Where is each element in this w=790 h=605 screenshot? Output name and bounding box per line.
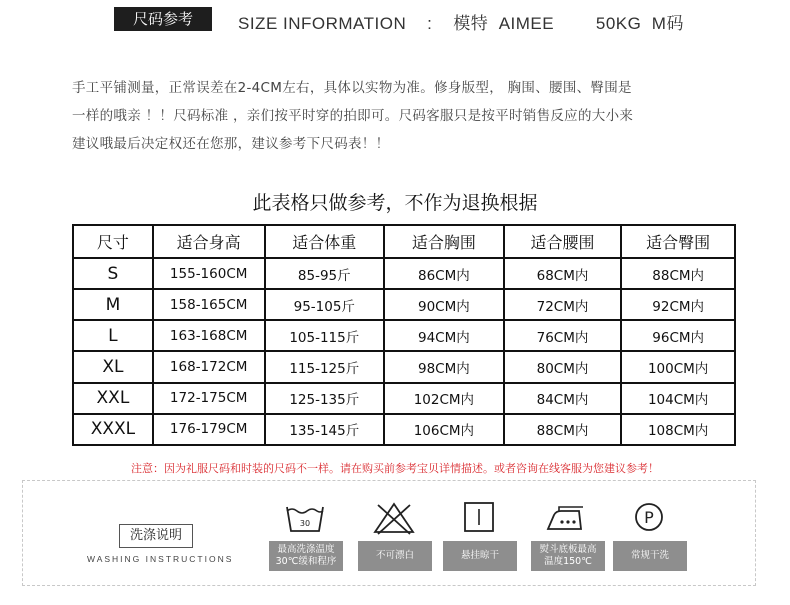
wash-label: 熨斗底板最高 温度150℃ [531,541,605,571]
size-cell: L [73,320,153,351]
wash-item [358,501,432,573]
description-line-2: 一样的哦亲 ！！尺码标准 ，亲们按平时穿的拍即可。尺码客服只是按平时销售反应的大小来 [72,108,634,124]
measurement-description [72,74,740,158]
description-line-1: 手工平铺测量，正常误差在2-4CM左右，具体以实物为准。修身版型， 胸围、腰围、臀围是 [72,80,632,96]
weight-cell: 125-135斤 [265,383,385,414]
weight-cell: 115-125斤 [265,351,385,382]
height-cell: 158-165CM [153,289,265,320]
hip-cell: 92CM内 [621,289,735,320]
header-hip: 适合臀围 [621,225,735,258]
wash-label: 不可漂白 [358,541,432,571]
wash-label: 最高洗涤温度 30℃缓和程序 [269,541,343,571]
header-weight: 适合体重 [265,225,385,258]
wash-30-icon [283,501,327,535]
table-row [73,351,735,382]
size-cell: XXXL [73,414,153,445]
table-row [73,414,735,445]
weight-cell: 85-95斤 [265,258,385,289]
header-size: 尺寸 [73,225,153,258]
wash-label: 常规干洗 [613,541,687,571]
waist-cell: 68CM内 [504,258,622,289]
bust-cell: 90CM内 [384,289,504,320]
bust-cell: 98CM内 [384,351,504,382]
size-chart-table [72,224,736,446]
table-row [73,383,735,414]
table-header-row [73,225,735,258]
wash-item [443,501,517,573]
waist-cell: 88CM内 [504,414,622,445]
waist-cell: 84CM内 [504,383,622,414]
waist-cell: 80CM内 [504,351,622,382]
wash-item [269,501,343,573]
bust-cell: 102CM内 [384,383,504,414]
bust-cell: 106CM内 [384,414,504,445]
wash-item [531,501,605,573]
height-cell: 176-179CM [153,414,265,445]
hang-dry-icon [457,501,501,535]
wash-item [613,501,687,573]
weight-cell: 135-145斤 [265,414,385,445]
header-bust: 适合胸围 [384,225,504,258]
no-bleach-icon [372,501,416,535]
size-cell: S [73,258,153,289]
table-row [73,289,735,320]
table-row [73,320,735,351]
description-line-3: 建议哦最后决定权还在您那，建议参考下尺码表！！ [72,136,390,152]
notice-text: 注意：因为礼服尺码和时装的尺码不一样。请在购买前参考宝贝详情描述。或者咨询在线客服为您建议参考！ [131,462,659,475]
washing-title: 洗涤说明 [119,524,193,548]
header [0,4,790,34]
waist-cell: 72CM内 [504,289,622,320]
size-cell: XL [73,351,153,382]
dry-clean-p-icon [627,501,671,535]
header-height: 适合身高 [153,225,265,258]
height-cell: 172-175CM [153,383,265,414]
table-title: 此表格只做参考，不作为退换根据 [252,192,538,214]
size-cell: XXL [73,383,153,414]
bust-cell: 94CM内 [384,320,504,351]
washing-instructions-panel [22,480,756,586]
hip-cell: 100CM内 [621,351,735,382]
bust-cell: 86CM内 [384,258,504,289]
height-cell: 163-168CM [153,320,265,351]
washing-subtitle: WASHING INSTRUCTIONS [87,554,234,564]
wash-label: 悬挂晾干 [443,541,517,571]
svg-text:P: P [644,508,654,527]
iron-150-icon [545,501,589,535]
table-row [73,258,735,289]
size-cell: M [73,289,153,320]
hip-cell: 104CM内 [621,383,735,414]
weight-cell: 105-115斤 [265,320,385,351]
header-waist: 适合腰围 [504,225,622,258]
hip-cell: 88CM内 [621,258,735,289]
waist-cell: 76CM内 [504,320,622,351]
weight-cell: 95-105斤 [265,289,385,320]
height-cell: 155-160CM [153,258,265,289]
hip-cell: 108CM内 [621,414,735,445]
size-reference-badge: 尺码参考 [114,7,212,31]
height-cell: 168-172CM [153,351,265,382]
svg-text:30: 30 [299,519,311,528]
hip-cell: 96CM内 [621,320,735,351]
size-information-line: SIZE INFORMATION : 模特 AIMEE 50KG M码 [238,14,684,33]
